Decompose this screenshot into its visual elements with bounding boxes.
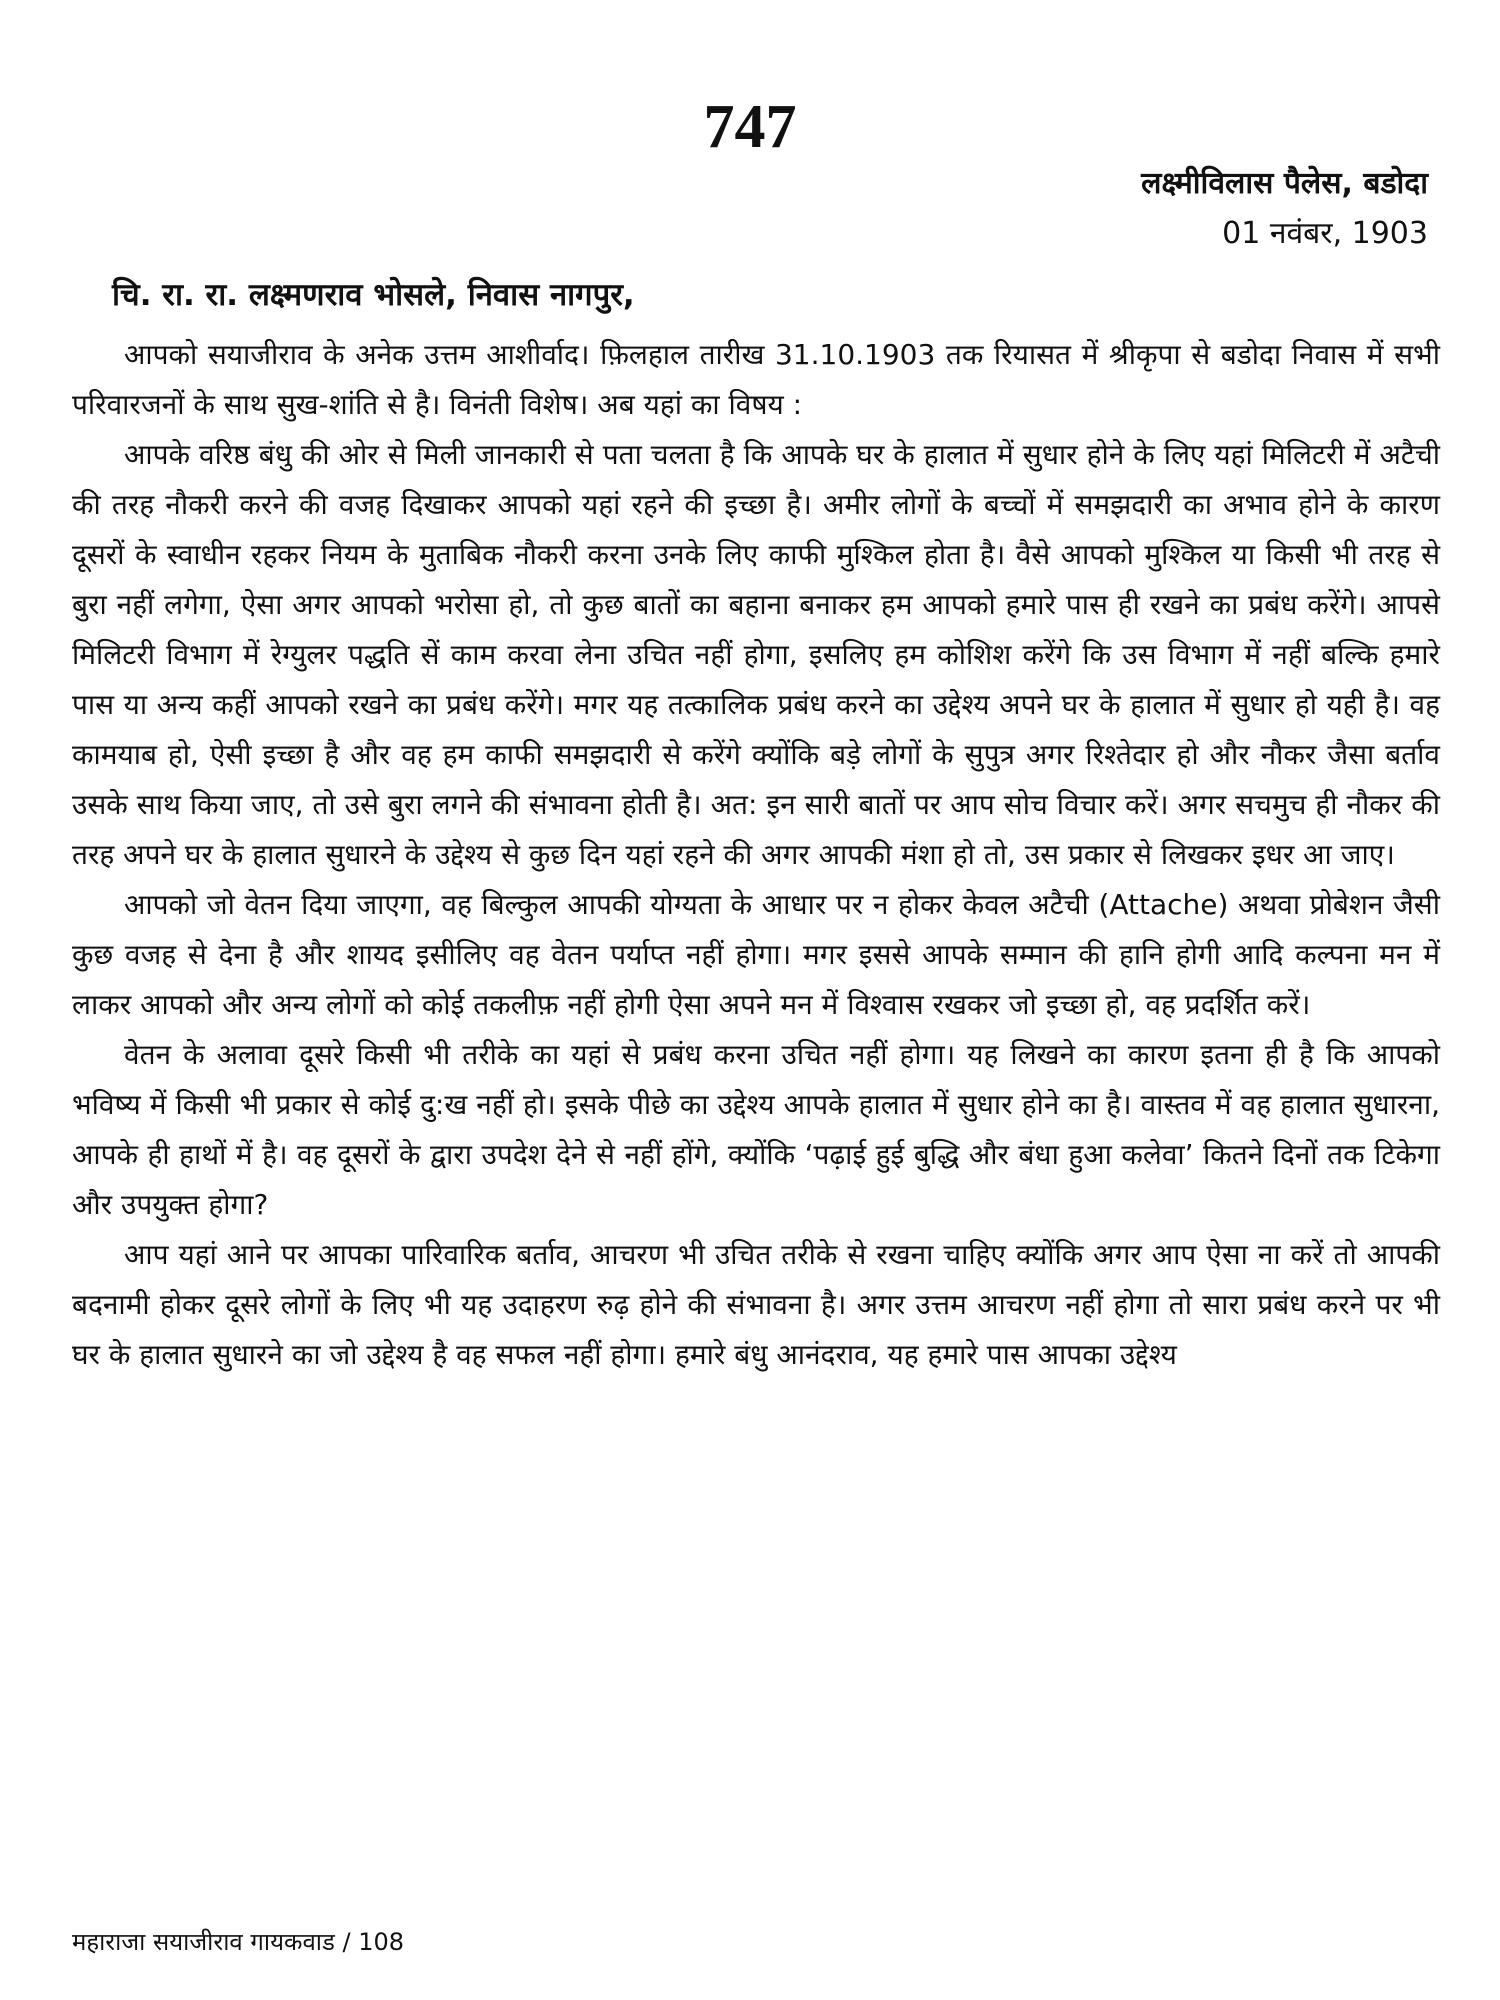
letter-number: 747 [703, 93, 797, 161]
paragraph-conduct: आप यहां आने पर आपका पारिवारिक बर्ताव, आचरण भी उचित तरीके से रखना चाहिए क्योंकि अगर आप ऐसा ना करें तो आपकी बदनामी होकर दूसरे लोगों के लिए भी यह उदाहरण रुढ़ होने की संभावना है। अगर उत्तम आचरण नहीं होगा तो सारा प्रबंध करने पर भी घर के हालात सुधारने का जो उद्देश्य है वह सफल नहीं होगा। हमारे बंधु आनंदराव, यह हमारे पास आपका उद्देश्य [72, 1238, 1440, 1371]
letter-date: 01 नवंबर, 1903 [1222, 216, 1428, 251]
letter-salutation: चि. रा. रा. लक्ष्मणराव भोसले, निवास नागपुर, [112, 277, 635, 313]
letter-place: लक्ष्मीविलास पैलेस, बडोदा [1141, 166, 1428, 201]
paragraph-employment: आपके वरिष्ठ बंधु की ओर से मिली जानकारी से पता चलता है कि आपके घर के हालात में सुधार होने के लिए यहां मिलिटरी में अटैची की तरह नौकरी करने की वजह दिखाकर आपको यहां रहने की इच्छा है। अमीर लोगों के बच्चों में समझदारी का अभाव होने के कारण दूसरों के स्वाधीन रहकर नियम के मुताबिक नौकरी करना उनके लिए काफी मुश्किल होता है। वैसे आपको मुश्किल या किसी भी तरह से बुरा नहीं लगेगा, ऐसा अगर आपको भरोसा हो, तो कुछ बातों का बहाना बनाकर हम आपको हमारे पास ही रखने का प्रबंध करेंगे। आपसे मिलिटरी विभाग में रेग्युलर पद्धति सें काम करवा लेना उचित नहीं होगा, इसलिए हम कोशिश करेंगे कि उस विभाग में नहीं बल्कि हमारे पास या अन्य कहीं आपको रखने का प्रबंध करेंगे। मगर यह तत्कालिक प्रबंध करने का उद्देश्य अपने घर के हालात में सुधार हो यही है। वह कामयाब हो, ऐसी इच्छा है और वह हम काफी समझदारी से करेंगे क्योंकि बड़े लोगों के सुपुत्र अगर रिश्तेदार हो और नौकर जैसा बर्ताव उसके साथ किया जाए, तो उसे बुरा लगने की संभावना होती है। अत: इन सारी बातों पर आप सोच विचार करें। अगर सचमुच ही नौकर की तरह अपने घर के हालात सुधारने के उद्देश्य से कुछ दिन यहां रहने की अगर आपकी मंशा हो तो, उस प्रकार से लिखकर इधर आ जाए। [72, 438, 1440, 871]
paragraph-purpose: वेतन के अलावा दूसरे किसी भी तरीके का यहां से प्रबंध करना उचित नहीं होगा। यह लिखने का कारण इतना ही है कि आपको भविष्य में किसी भी प्रकार से कोई दु:ख नहीं हो। इसके पीछे का उद्देश्य आपके हालात में सुधार होने का है। वास्तव में वह हालात सुधारना, आपके ही हाथों में है। वह दूसरों के द्वारा उपदेश देने से नहीं होंगे, क्योंकि ‘पढ़ाई हुई बुद्धि और बंधा हुआ कलेवा’ कितने दिनों तक टिकेगा और उपयुक्त होगा? [72, 1038, 1440, 1221]
paragraph-blessings: आपको सयाजीराव के अनेक उत्तम आशीर्वाद। फ़िलहाल तारीख 31.10.1903 तक रियासत में श्रीकृपा से बडोदा निवास में सभी परिवारजनों के साथ सुख-शांति से है। विनंती विशेष। अब यहां का विषय : [72, 338, 1440, 421]
page-footer: महाराजा सयाजीराव गायकवाड / 108 [72, 1928, 405, 1956]
letter-body [72, 330, 1440, 1380]
paragraph-salary: आपको जो वेतन दिया जाएगा, वह बिल्कुल आपकी योग्यता के आधार पर न होकर केवल अटैची (Attache) अथवा प्रोबेशन जैसी कुछ वजह से देना है और शायद इसीलिए वह वेतन पर्याप्त नहीं होगा। मगर इससे आपके सम्मान की हानि होगी आदि कल्पना मन में लाकर आपको और अन्य लोगों को कोई तकलीफ़ नहीं होगी ऐसा अपने मन में विश्वास रखकर जो इच्छा हो, वह प्रदर्शित करें। [72, 888, 1440, 1021]
